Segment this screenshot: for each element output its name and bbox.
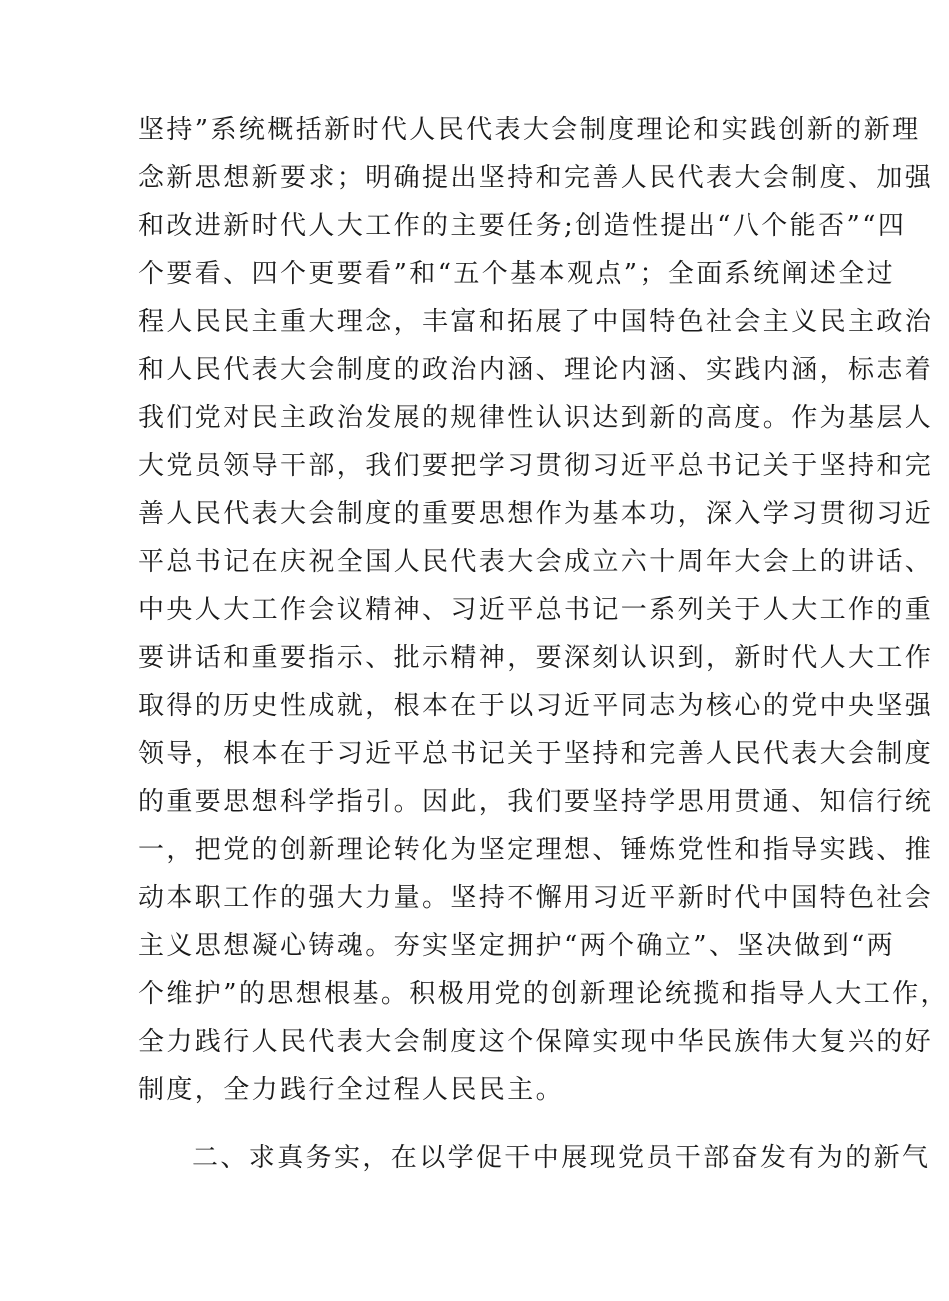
paragraph-line: 坚持”系统概括新时代人民代表大会制度理论和实践创新的新理 xyxy=(138,115,921,145)
paragraph-line: 主义思想凝心铸魂。夯实坚定拥护“两个确立”、坚决做到“两 xyxy=(138,931,896,961)
paragraph-line: 程人民民主重大理念，丰富和拓展了中国特色社会主义民主政治 xyxy=(138,307,934,337)
paragraph-line: 念新思想新要求；明确提出坚持和完善人民代表大会制度、加强 xyxy=(138,163,934,193)
paragraph-line: 大党员领导干部，我们要把学习贯彻习近平总书记关于坚持和完 xyxy=(138,451,934,481)
paragraph-line-last: 制度，全力践行全过程人民民主。 xyxy=(138,1075,565,1105)
paragraph-line: 要讲话和重要指示、批示精神，要深刻认识到，新时代人大工作 xyxy=(138,643,934,673)
paragraph-line: 善人民代表大会制度的重要思想作为基本功，深入学习贯彻习近 xyxy=(138,499,934,529)
paragraph-line: 中央人大工作会议精神、习近平总书记一系列关于人大工作的重 xyxy=(138,595,934,625)
paragraph-line: 取得的历史性成就，根本在于以习近平同志为核心的党中央坚强 xyxy=(138,691,934,721)
paragraph-line: 平总书记在庆祝全国人民代表大会成立六十周年大会上的讲话、 xyxy=(138,547,934,577)
paragraph-line: 的重要思想科学指引。因此，我们要坚持学思用贯通、知信行统 xyxy=(138,787,934,817)
paragraph-line: 领导，根本在于习近平总书记关于坚持和完善人民代表大会制度 xyxy=(138,739,934,769)
section-heading: 二、求真务实，在以学促干中展现党员干部奋发有为的新气 xyxy=(192,1143,931,1173)
paragraph-line: 个要看、四个更要看”和“五个基本观点”；全面系统阐述全过 xyxy=(138,259,896,289)
paragraph-line: 一，把党的创新理论转化为坚定理想、锤炼党性和指导实践、推 xyxy=(138,835,934,865)
paragraph-line: 个维护”的思想根基。积极用党的创新理论统揽和指导人大工作， xyxy=(138,979,949,1009)
paragraph-line: 全力践行人民代表大会制度这个保障实现中华民族伟大复兴的好 xyxy=(138,1027,934,1057)
paragraph-line: 和人民代表大会制度的政治内涵、理论内涵、实践内涵，标志着 xyxy=(138,355,934,385)
paragraph-line: 我们党对民主政治发展的规律性认识达到新的高度。作为基层人 xyxy=(138,403,934,433)
paragraph-line: 动本职工作的强大力量。坚持不懈用习近平新时代中国特色社会 xyxy=(138,883,934,913)
paragraph-line: 和改进新时代人大工作的主要任务;创造性提出“八个能否”“四 xyxy=(138,211,907,241)
